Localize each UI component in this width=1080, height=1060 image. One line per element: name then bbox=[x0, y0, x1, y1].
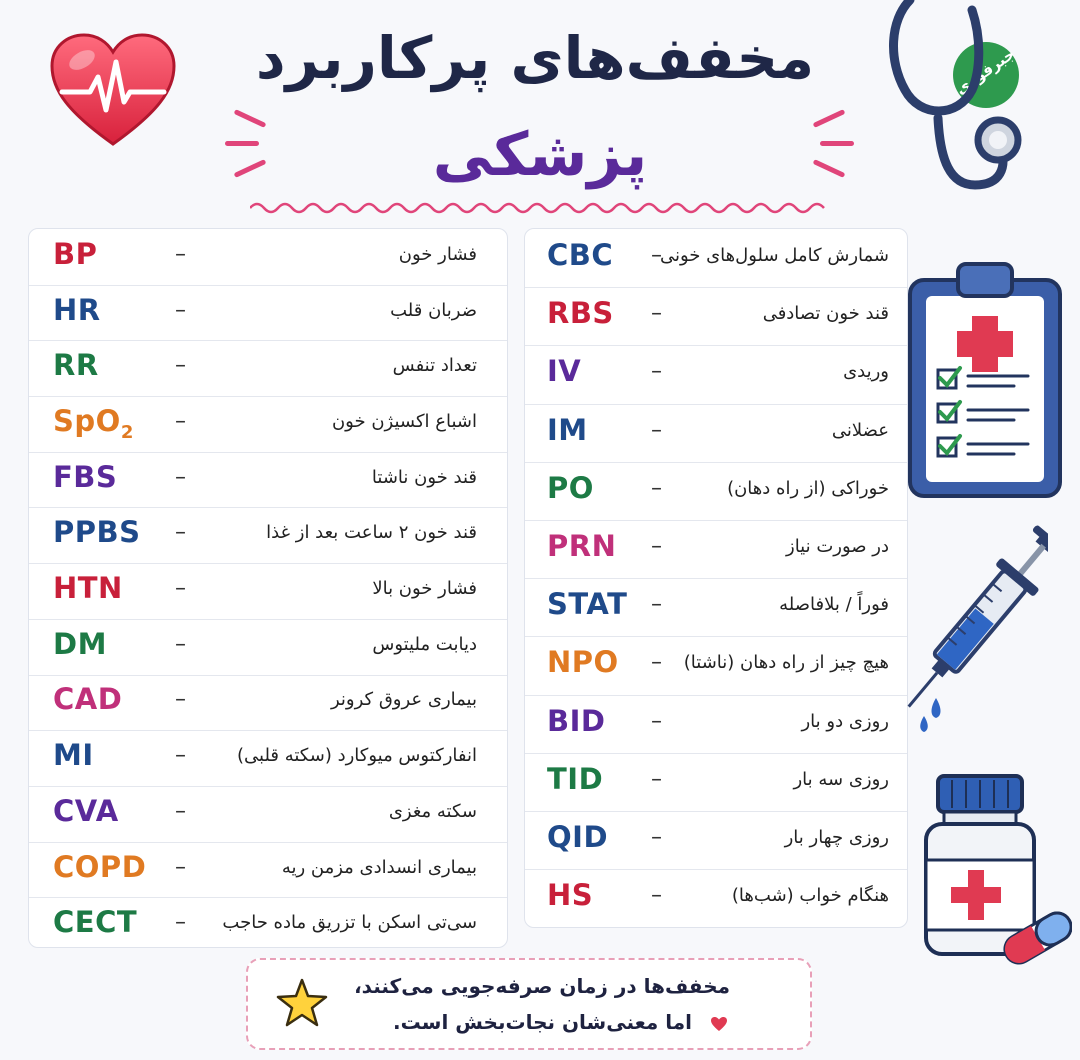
meaning: دیابت ملیتوس bbox=[372, 633, 477, 655]
abbreviation: CVA bbox=[53, 793, 119, 828]
list-item bbox=[29, 786, 507, 843]
list-item bbox=[29, 897, 507, 953]
list-item bbox=[525, 578, 907, 637]
abbreviation: PPBS bbox=[53, 515, 141, 550]
meaning: فشار خون بالا bbox=[372, 578, 477, 600]
meaning: قند خون تصادفی bbox=[762, 303, 889, 325]
meaning: وریدی bbox=[843, 361, 889, 383]
left-abbreviation-list bbox=[28, 228, 508, 948]
dash-separator: – bbox=[651, 359, 662, 385]
left-dashes bbox=[225, 108, 285, 178]
meaning: تعداد تنفس bbox=[392, 355, 477, 377]
meaning: شمارش کامل سلول‌های خونی bbox=[659, 245, 889, 267]
abbreviation: PRN bbox=[547, 529, 617, 564]
dash-separator: – bbox=[651, 243, 662, 269]
clipboard-icon bbox=[902, 258, 1068, 504]
right-abbreviation-list bbox=[524, 228, 908, 928]
meaning: فوراً / بلافاصله bbox=[779, 594, 889, 616]
list-item bbox=[525, 345, 907, 404]
abbreviation: RR bbox=[53, 348, 99, 383]
dash-separator: – bbox=[175, 687, 186, 713]
abbreviation: SpO$_2$ bbox=[53, 403, 134, 443]
abbreviation: RBS bbox=[547, 296, 614, 331]
abbreviation: BP bbox=[53, 236, 98, 271]
dash-separator: – bbox=[175, 743, 186, 769]
meaning: در صورت نیاز bbox=[786, 536, 889, 558]
meaning: سکته مغزی bbox=[388, 800, 477, 822]
meaning: روزی چهار بار bbox=[784, 827, 889, 849]
meaning: انفارکتوس میوکارد (سکته قلبی) bbox=[236, 745, 477, 767]
abbreviation: TID bbox=[547, 761, 604, 796]
dash-separator: – bbox=[651, 301, 662, 327]
abbreviation: QID bbox=[547, 820, 609, 855]
abbreviation: IV bbox=[547, 354, 582, 389]
small-heart-icon bbox=[710, 1016, 728, 1032]
dash-separator: – bbox=[651, 883, 662, 909]
abbreviation: MI bbox=[53, 738, 94, 773]
meaning: قند خون ۲ ساعت بعد از غذا bbox=[266, 522, 477, 544]
list-item bbox=[29, 730, 507, 787]
abbreviation: BID bbox=[547, 703, 606, 738]
right-dashes bbox=[800, 108, 860, 178]
list-item bbox=[29, 229, 507, 286]
meaning: خوراکی (از راه دهان) bbox=[727, 477, 889, 499]
dash-separator: – bbox=[651, 417, 662, 443]
dash-separator: – bbox=[651, 534, 662, 560]
dash-separator: – bbox=[651, 650, 662, 676]
abbreviation: DM bbox=[53, 626, 107, 661]
list-item bbox=[525, 287, 907, 346]
dash-separator: – bbox=[175, 854, 186, 880]
meaning: فشار خون bbox=[398, 243, 477, 265]
meaning: بیماری عروق کرونر bbox=[330, 689, 477, 711]
note-line-2: اما معنی‌شان نجات‌بخش است. bbox=[393, 1010, 692, 1034]
dash-separator: – bbox=[175, 576, 186, 602]
abbreviation: HTN bbox=[53, 571, 123, 606]
logo-text: جبرفوری bbox=[952, 44, 1019, 99]
dash-separator: – bbox=[175, 520, 186, 546]
dash-separator: – bbox=[651, 475, 662, 501]
abbreviation: FBS bbox=[53, 459, 118, 494]
list-item bbox=[29, 842, 507, 899]
list-item bbox=[525, 695, 907, 754]
dash-separator: – bbox=[175, 631, 186, 657]
heart-icon bbox=[48, 32, 178, 152]
meaning: هیچ چیز از راه دهان (ناشتا) bbox=[683, 652, 889, 674]
list-item bbox=[29, 563, 507, 620]
dash-separator: – bbox=[175, 464, 186, 490]
dash-separator: – bbox=[651, 708, 662, 734]
meaning: ضربان قلب bbox=[390, 299, 477, 321]
meaning: روزی دو بار bbox=[801, 710, 889, 732]
list-item bbox=[29, 508, 507, 565]
abbreviation: CAD bbox=[53, 682, 123, 717]
list-item bbox=[29, 675, 507, 732]
list-item bbox=[525, 753, 907, 812]
abbreviation: HS bbox=[547, 878, 594, 913]
dash-separator: – bbox=[175, 241, 186, 267]
dash-separator: – bbox=[651, 825, 662, 851]
list-item bbox=[525, 229, 907, 288]
dash-separator: – bbox=[175, 408, 186, 434]
abbreviation: IM bbox=[547, 412, 588, 447]
meaning: هنگام خواب (شب‌ها) bbox=[731, 885, 889, 907]
abbreviation: CBC bbox=[547, 238, 614, 273]
meaning: بیماری انسدادی مزمن ریه bbox=[281, 856, 477, 878]
dash-separator: – bbox=[175, 910, 186, 936]
dash-separator: – bbox=[175, 798, 186, 824]
stethoscope-icon bbox=[880, 0, 1040, 200]
meaning: عضلانی bbox=[831, 419, 889, 441]
list-item bbox=[525, 869, 907, 927]
abbreviation: HR bbox=[53, 292, 101, 327]
list-item bbox=[29, 452, 507, 509]
list-item bbox=[525, 404, 907, 463]
list-item bbox=[29, 285, 507, 342]
list-item bbox=[29, 340, 507, 397]
meaning: قند خون ناشتا bbox=[371, 466, 477, 488]
list-item bbox=[525, 462, 907, 521]
list-item bbox=[525, 636, 907, 695]
list-item bbox=[525, 811, 907, 870]
meaning: سی‌تی اسکن با تزریق ماده حاجب bbox=[222, 912, 477, 934]
note-line-1: مخفف‌ها در زمان صرفه‌جویی می‌کنند، bbox=[354, 974, 730, 998]
dash-separator: – bbox=[175, 353, 186, 379]
medicine-bottle-icon bbox=[918, 770, 1072, 980]
wavy-divider bbox=[250, 198, 830, 218]
page-title: مخفف‌های پرکاربرد bbox=[255, 24, 815, 92]
abbreviation: CECT bbox=[53, 905, 138, 940]
list-item bbox=[29, 396, 507, 453]
list-item bbox=[29, 619, 507, 676]
bottom-note bbox=[246, 958, 812, 1050]
meaning: روزی سه بار bbox=[793, 768, 889, 790]
dash-separator: – bbox=[651, 766, 662, 792]
page-subtitle: پزشکی bbox=[432, 120, 648, 190]
list-item bbox=[525, 520, 907, 579]
syringe-icon bbox=[898, 520, 1048, 740]
star-icon bbox=[276, 978, 328, 1028]
abbreviation: STAT bbox=[547, 587, 628, 622]
abbreviation: NPO bbox=[547, 645, 619, 680]
abbreviation: PO bbox=[547, 470, 594, 505]
meaning: اشباع اکسیژن خون bbox=[331, 410, 477, 432]
dash-separator: – bbox=[175, 297, 186, 323]
abbreviation: COPD bbox=[53, 849, 147, 884]
dash-separator: – bbox=[651, 592, 662, 618]
